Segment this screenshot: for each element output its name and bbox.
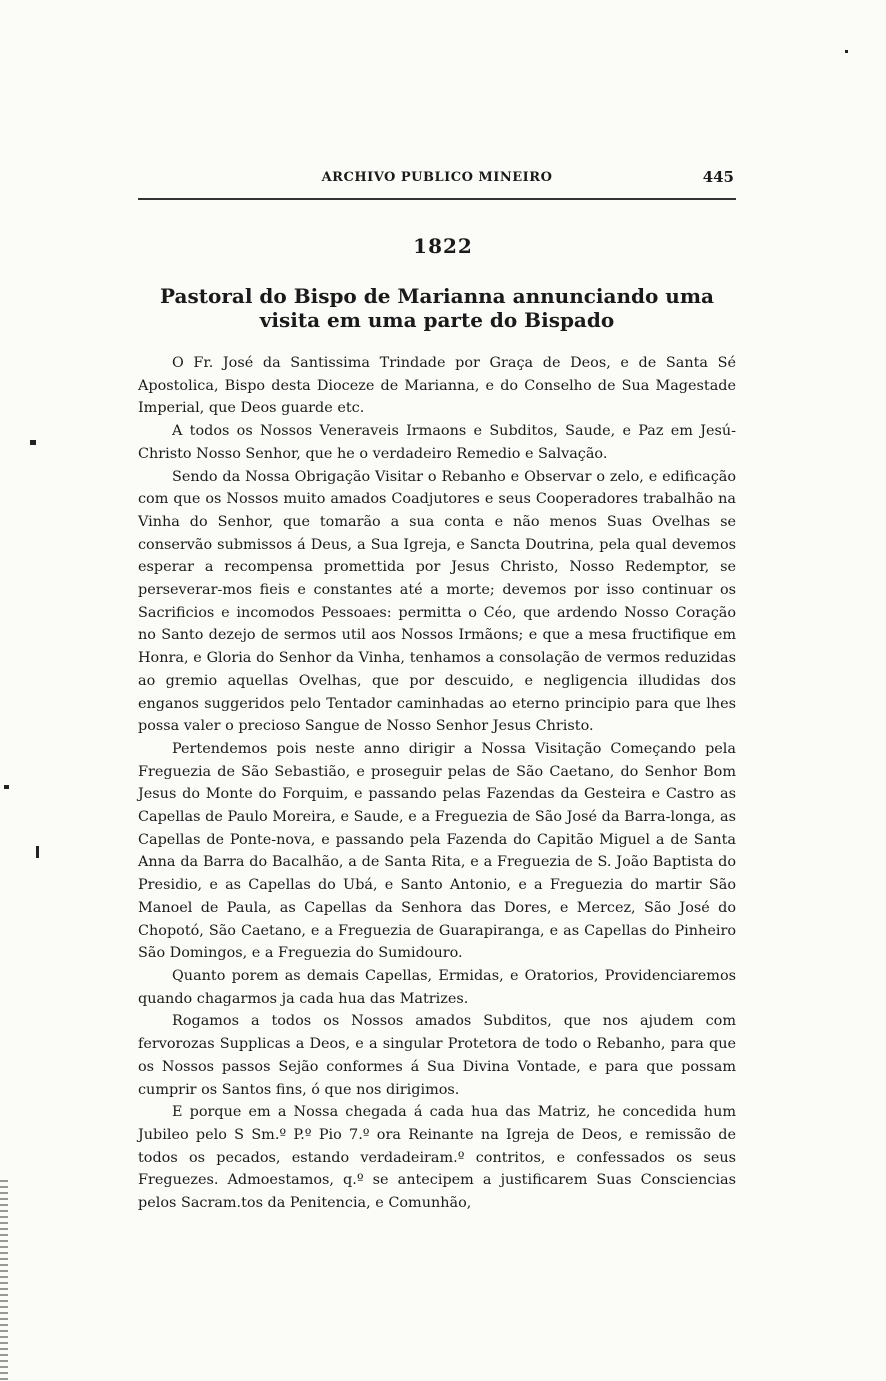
header-rule: [138, 198, 736, 200]
margin-mark: [845, 50, 848, 53]
paragraph: E porque em a Nossa chegada á cada hua das Matriz, he concedida hum Jubileo pelo S Sm.º P.º Pio 7.º ora Reinante na Igreja de Deos, e remissão de todos os pecados, estando verdadeiram.º contritos, e confessados os seus Freguezes. Admoestamos, q.º se antecipem a justificarem Suas Consciencias pelos Sacram.tos da Penitencia, e Comunhão,: [138, 1104, 736, 1212]
document-year: 1822: [413, 234, 473, 258]
running-head: [138, 168, 736, 192]
margin-mark: [4, 785, 9, 789]
paragraph: Quanto porem as demais Capellas, Ermidas, e Oratorios, Providenciaremos quando chagarmos ja cada hua das Matrizes.: [138, 967, 736, 1007]
page-edge-mark: [0, 1180, 8, 1380]
margin-mark: [30, 440, 36, 445]
document-body: [138, 352, 736, 1215]
margin-mark: [36, 846, 39, 858]
page-number: 445: [702, 168, 734, 186]
paragraph: Sendo da Nossa Obrigação Visitar o Rebanho e Observar o zelo, e edificação com que os Nossos muito amados Coadjutores e seus Cooperadores trabalhão na Vinha do Senhor, que tomarão a sua conta e não menos Suas Ovelhas se conservão submissos á Deus, a Sua Igreja, e Sancta Doutrina, pela qual devemos esperar a recompensa promettida por Jesus Christo, Nosso Redemptor, se perseverar-mos fieis e constantes até a morte; devemos por isso continuar os Sacrificios e incomodos Pessoaes: permitta o Céo, que ardendo Nosso Coração no Santo dezejo de sermos util aos Nossos Irmãons; e que a mesa fructifique em Honra, e Gloria do Senhor da Vinha, tenhamos a consolação de vermos reduzidas ao gremio aquellas Ovelhas, que por descuido, e negligencia illudidas dos enganos suggeridos pelo Tentador caminhadas ao eterno principio para que lhes possa valer o precioso Sangue de Nosso Senhor Jesus Christo.: [138, 468, 736, 735]
paragraph: A todos os Nossos Veneraveis Irmaons e Subditos, Saude, e Paz em Jesú-Christo Nosso Senhor, que he o verdadeiro Remedio e Salvação.: [138, 423, 736, 462]
paragraph: Rogamos a todos os Nossos amados Subditos, que nos ajudem com fervorozas Supplicas a Deos, e a singular Protetora de todo o Rebanho, para que os Nossos passos Sejão conformes á Sua Divina Vontade, e para que possam cumprir os Santos fins, ó que nos dirigimos.: [138, 1013, 736, 1098]
paragraph: O Fr. José da Santissima Trindade por Graça de Deos, e de Santa Sé Apostolica, Bispo desta Dioceze de Marianna, e do Conselho de Sua Magestade Imperial, que Deos guarde etc.: [138, 355, 736, 417]
document-heading: Pastoral do Bispo de Marianna annunciando uma visita em uma parte do Bispado: [160, 284, 714, 332]
running-head-title: ARCHIVO PUBLICO MINEIRO: [321, 170, 553, 185]
paragraph: Pertendemos pois neste anno dirigir a Nossa Visitação Começando pela Freguezia de São Sebastião, e proseguir pelas de São Caetano, do Senhor Bom Jesus do Monte do Forquim, e passando pelas Fazendas da Gesteira e Castro as Capellas de Paulo Moreira, e Saude, e a Freguezia de São José da Barra-longa, as Capellas de Ponte-nova, e passando pela Fazenda do Capitão Miguel a de Santa Anna da Barra do Bacalhão, a de Santa Rita, e a Freguezia de S. João Baptista do Presidio, e as Capellas do Ubá, e Santo Antonio, e a Freguezia do martir São Manoel de Paula, as Capellas da Senhora das Dores, e Mercez, São José do Chopotó, São Caetano, e a Freguezia de Guarapiranga, e as Capellas do Pinheiro São Domingos, e a Freguezia do Sumidouro.: [138, 740, 736, 962]
